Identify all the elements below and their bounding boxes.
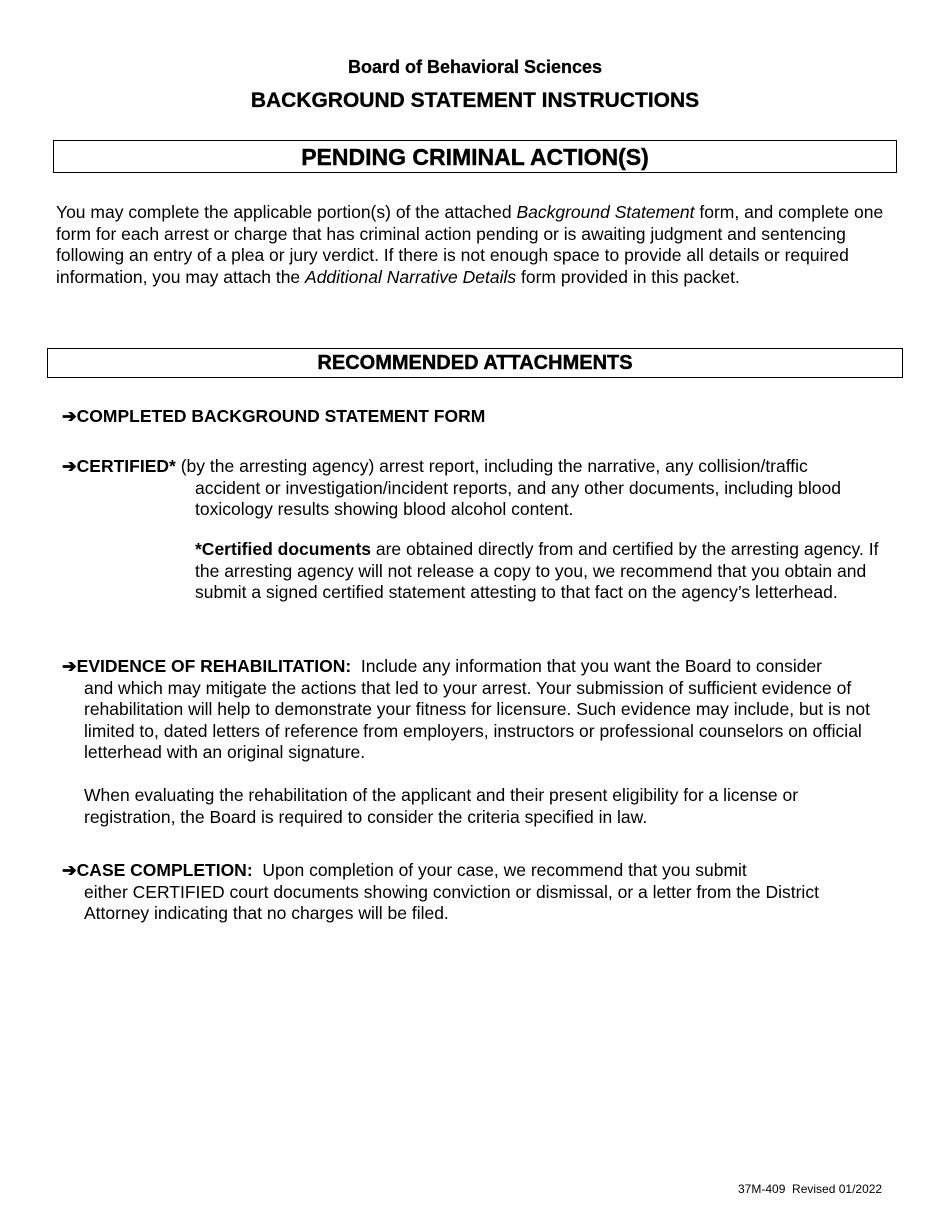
rehabilitation-text-rest: and which may mitigate the actions that led to your arrest. Your submission of sufficient evidence of rehabilitation will help to demonstrate your fitness for licensure. Such evidence may include, but is not limited to, dated letters of reference from employers, instructors or professional counselors on official letterhead with an original signature. [84,677,870,762]
background-statement-ref: Background Statement [516,202,695,222]
certified-note-label: *Certified documents [195,539,371,559]
intro-text-part: You may complete the applicable portion(s) of the attached [56,202,517,222]
rehabilitation-note: When evaluating the rehabilitation of the applicant and their present eligibility for a license or registration, the Board is required to consider the criteria specified in law. [84,785,799,827]
intro-text-part: form provided in this packet. [516,266,740,287]
intro-text-part: form, and complete one form for each arrest or charge that has criminal action pending or is awaiting judgment and sentencing following an entry of a plea or jury verdict. If there is not enough space to provide all details or required information, you may attach the [56,202,884,287]
pending-criminal-action-heading: PENDING CRIMINAL ACTION(S) [53,140,897,173]
arrow-icon: ➔ [62,456,77,476]
form-revision-id: 37M-409 Revised 01/2022 [738,1182,883,1196]
rehabilitation-item [62,656,902,678]
document-title: BACKGROUND STATEMENT INSTRUCTIONS [250,89,700,112]
organization-name: Board of Behavioral Sciences [347,57,603,77]
pending-intro-paragraph [56,202,896,288]
certified-item [62,456,902,478]
case-completion-item [62,860,902,882]
arrow-icon: ➔ [62,406,77,426]
certified-text-first: (by the arresting agency) arrest report, including the narrative, any collision/traffic [175,456,808,476]
case-completion-text-rest: either CERTIFIED court documents showing conviction or dismissal, or a letter from the District Attorney indicating that no charges will be filed. [84,881,819,923]
additional-narrative-ref: Additional Narrative Details [305,266,517,287]
completed-form-label: COMPLETED BACKGROUND STATEMENT FORM [76,406,486,426]
certified-documents-note [195,539,895,604]
case-completion-label: CASE COMPLETION: [76,860,253,880]
certified-note-text: are obtained directly from and certified by the arresting agency. If the arresting agency will not release a copy to you, we recommend that you obtain and submit a signed certified statement attesting to that fact on the agency’s letterhead. [195,539,879,602]
case-completion-text-first: Upon completion of your case, we recommend that you submit [252,860,747,880]
arrow-icon: ➔ [62,860,77,880]
rehabilitation-label: EVIDENCE OF REHABILITATION: [76,656,352,676]
completed-form-item [62,406,485,428]
arrow-icon: ➔ [62,656,77,676]
certified-text-rest: accident or investigation/incident reports, and any other documents, including blood toxicology results showing blood alcohol content. [195,477,841,519]
rehabilitation-text-first: Include any information that you want the Board to consider [351,656,823,676]
certified-label: CERTIFIED* [76,456,176,476]
recommended-attachments-heading: RECOMMENDED ATTACHMENTS [47,348,903,378]
